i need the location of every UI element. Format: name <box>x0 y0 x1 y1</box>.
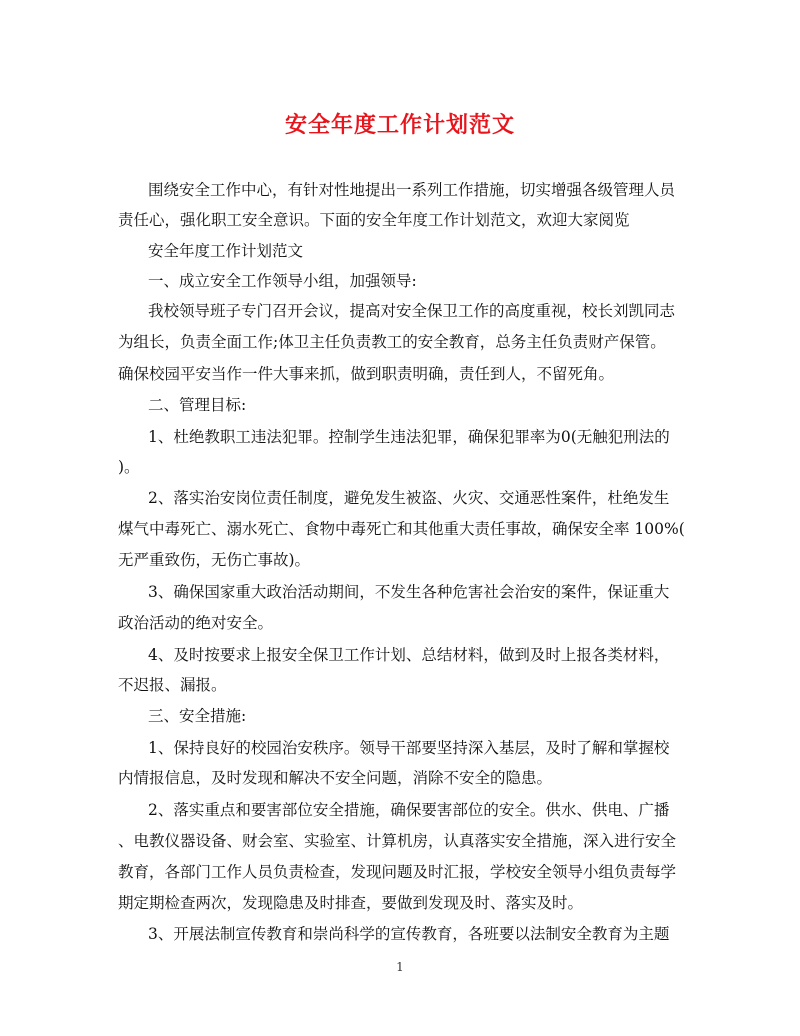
body-line: 三、安全措施: <box>148 707 247 725</box>
body-line: 我校领导班子专门召开会议，提高对安全保卫工作的高度重视，校长刘凯同志 <box>148 302 676 320</box>
body-line: 、电教仪器设备、财会室、实验室、计算机房，认真落实安全措施，深入进行安全 <box>118 832 677 850</box>
body-line: 1、保持良好的校园治安秩序。领导干部要坚持深入基层，及时了解和掌握校 <box>148 739 670 757</box>
page-number: 1 <box>396 960 404 974</box>
body-line: 3、确保国家重大政治活动期间，不发生各种危害社会治安的案件，保证重大 <box>148 583 670 601</box>
body-line: 政治活动的绝对安全。 <box>118 614 274 632</box>
body-line: 2、落实治安岗位责任制度，避免发生被盗、火灾、交通恶性案件，杜绝发生 <box>148 489 670 507</box>
body-line: 无严重致伤，无伤亡事故)。 <box>118 551 311 569</box>
body-line: 不迟报、漏报。 <box>118 676 227 694</box>
body-line: 一、成立安全工作领导小组，加强领导: <box>148 272 417 290</box>
body-line: 责任心，强化职工安全意识。下面的安全年度工作计划范文，欢迎大家阅览 <box>118 211 630 229</box>
body-line: 4、及时按要求上报安全保卫工作计划、总结材料，做到及时上报各类材料， <box>148 646 670 664</box>
body-line: 煤气中毒死亡、溺水死亡、食物中毒死亡和其他重大责任事故，确保安全率 100%( <box>118 520 685 538</box>
body-line: 内情报信息，及时发现和解决不安全问题，消除不安全的隐患。 <box>118 769 553 787</box>
body-line: 围绕安全工作中心，有针对性地提出一系列工作措施，切实增强各级管理人员 <box>148 181 676 199</box>
body-line: 为组长，负责全面工作;体卫主任负责教工的安全教育，总务主任负责财产保管。 <box>118 333 666 351</box>
body-line: 二、管理目标: <box>148 396 247 414</box>
body-line: )。 <box>118 458 140 476</box>
body-line: 教育，各部门工作人员负责检查，发现问题及时汇报，学校安全领导小组负责每学 <box>118 863 677 881</box>
page-title: 安全年度工作计划范文 <box>284 112 515 138</box>
body-line: 期定期检查两次，发现隐患及时排查，要做到发现及时、落实及时。 <box>118 894 584 912</box>
body-line: 3、开展法制宣传教育和崇尚科学的宣传教育，各班要以法制安全教育为主题 <box>148 925 670 943</box>
body-line: 确保校园平安当作一件大事来抓，做到职责明确，责任到人，不留死角。 <box>118 365 615 383</box>
body-line: 2、落实重点和要害部位安全措施，确保要害部位的安全。供水、供电、广播 <box>148 801 670 819</box>
body-line: 安全年度工作计划范文 <box>148 242 304 260</box>
body-line: 1、杜绝教职工违法犯罪。控制学生违法犯罪，确保犯罪率为0(无触犯刑法的 <box>148 428 670 446</box>
